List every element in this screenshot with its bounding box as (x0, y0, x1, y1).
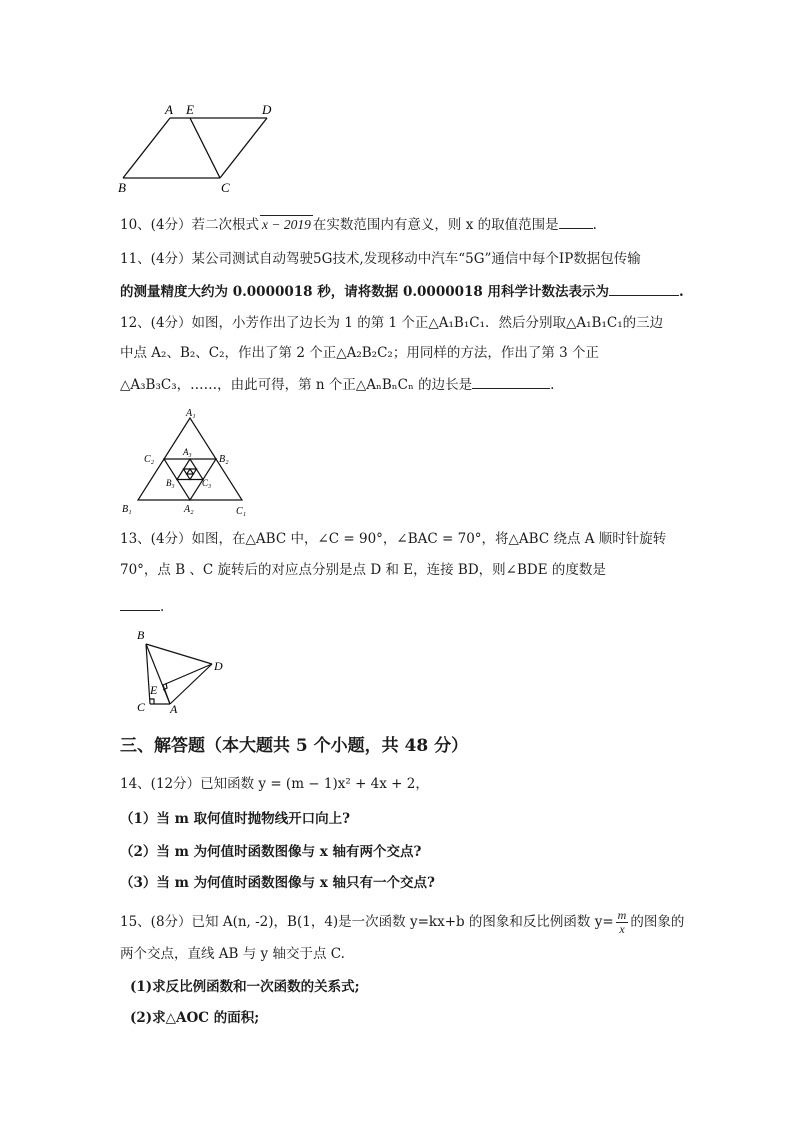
q11-end: . (679, 284, 684, 300)
q13-end: . (160, 599, 165, 615)
q10-answer-blank[interactable] (559, 214, 593, 229)
edge-EC (190, 118, 220, 178)
label-B2: B₂ (219, 454, 229, 465)
q15-line1a: 15、(8分）已知 A(n, -2)，B(1，4)是一次函数 y=kx+b 的图象和反比例函数 y= (120, 914, 614, 930)
q15-fraction (616, 909, 629, 936)
label-B3: B₃ (166, 478, 175, 488)
question-15-line2: 两个交点，直线 AB 与 y 轴交于点 C. (120, 946, 345, 962)
edge-AD (170, 664, 212, 704)
q10-radical (260, 215, 313, 234)
label-E: E (150, 683, 158, 697)
q12-line3-text: △A₃B₃C₃，……，由此可得，第 n 个正△AₙBₙCₙ 的边长是 (120, 377, 473, 393)
label-A: A (170, 702, 178, 716)
question-11-line1: 11、(4分）某公司测试自动驾驶5G技术,发现移动中汽车“5G”通信中每个IP数据包传输 (120, 251, 641, 267)
question-13-line2: 70°，点 B 、C 旋转后的对应点分别是点 D 和 E，连接 BD，则∠BDE 的度数是 (120, 562, 606, 578)
question-14-part1: （1）当 m 取何值时抛物线开口向上? (120, 811, 350, 827)
q10-end: . (592, 217, 597, 233)
q12-end: . (550, 377, 555, 393)
label-C2: C₂ (144, 454, 155, 465)
question-11-line2 (120, 281, 684, 301)
label-D: D (262, 102, 272, 117)
question-14-part3: （3）当 m 为何值时函数图像与 x 轴只有一个交点? (120, 875, 435, 891)
triangle-A5B5C5 (187, 469, 194, 474)
question-12-line3 (120, 374, 554, 394)
question-15-line1 (120, 909, 684, 936)
label-C1: C₁ (236, 506, 247, 517)
label-B: B (118, 180, 126, 195)
q11-answer-blank[interactable] (609, 281, 679, 296)
question-14-part2: （2）当 m 为何值时函数图像与 x 轴有两个交点? (120, 844, 422, 860)
q15-line1b: 的图象的 (630, 914, 685, 930)
section-title: 三、解答题（本大题共 5 个小题，共 48 分） (120, 736, 469, 756)
figure-rotated-triangle (132, 624, 232, 716)
q13-answer-blank[interactable] (120, 596, 160, 611)
label-A3: A₃ (183, 447, 192, 457)
q10-suffix: 在实数范围内有意义，则 x 的取值范围是 (312, 217, 559, 233)
label-D: D (214, 659, 223, 673)
edge-DC (220, 118, 267, 178)
label-C: C (221, 180, 230, 195)
question-13-line1: 13、(4分）如图，在△ABC 中，∠C = 90°，∠BAC = 70°，将△ABC 绕点 A 顺时针旋转 (120, 531, 667, 547)
label-B: B (137, 628, 145, 642)
label-C: C (137, 700, 146, 714)
figure-nested-triangles (118, 404, 258, 520)
figure-parallelogram (115, 100, 285, 196)
q10-prefix: 10、(4分）若二次根式 (120, 217, 260, 233)
question-13-line3 (120, 596, 164, 616)
edge-ED (163, 664, 212, 685)
question-15-part1: (1)求反比例函数和一次函数的关系式; (130, 979, 360, 995)
q15-frac-den: x (619, 922, 625, 936)
label-A2: A₂ (184, 504, 194, 515)
label-C3: C₃ (202, 478, 212, 488)
label-A1: A₁ (186, 408, 196, 419)
q10-radicand: x − 2019 (262, 217, 311, 232)
question-14-stem: 14、(12分）已知函数 y = (m − 1)x² + 4x + 2， (120, 776, 429, 792)
edge-AB (123, 118, 170, 178)
question-12-line1: 12、(4分）如图，小芳作出了边长为 1 的第 1 个正△A₁B₁C₁．然后分别取△A₁B₁C₁的三边 (120, 315, 664, 331)
question-15-part2: (2)求△AOC 的面积; (130, 1010, 260, 1026)
right-angle-C (150, 699, 154, 704)
question-10 (120, 214, 597, 234)
label-A: A (165, 102, 173, 117)
label-B1: B₁ (122, 504, 132, 515)
q11-line2-text: 的测量精度大约为 0.0000018 秒，请将数据 0.0000018 用科学计数法表示为 (120, 284, 609, 300)
q15-frac-num: m (617, 908, 627, 922)
label-E: E (186, 102, 194, 117)
edge-BD (146, 644, 212, 664)
question-12-line2: 中点 A₂、B₂、C₂，作出了第 2 个正△A₂B₂C₂；用同样的方法，作出了第 3 个正 (120, 345, 599, 361)
q12-answer-blank[interactable] (472, 374, 550, 389)
